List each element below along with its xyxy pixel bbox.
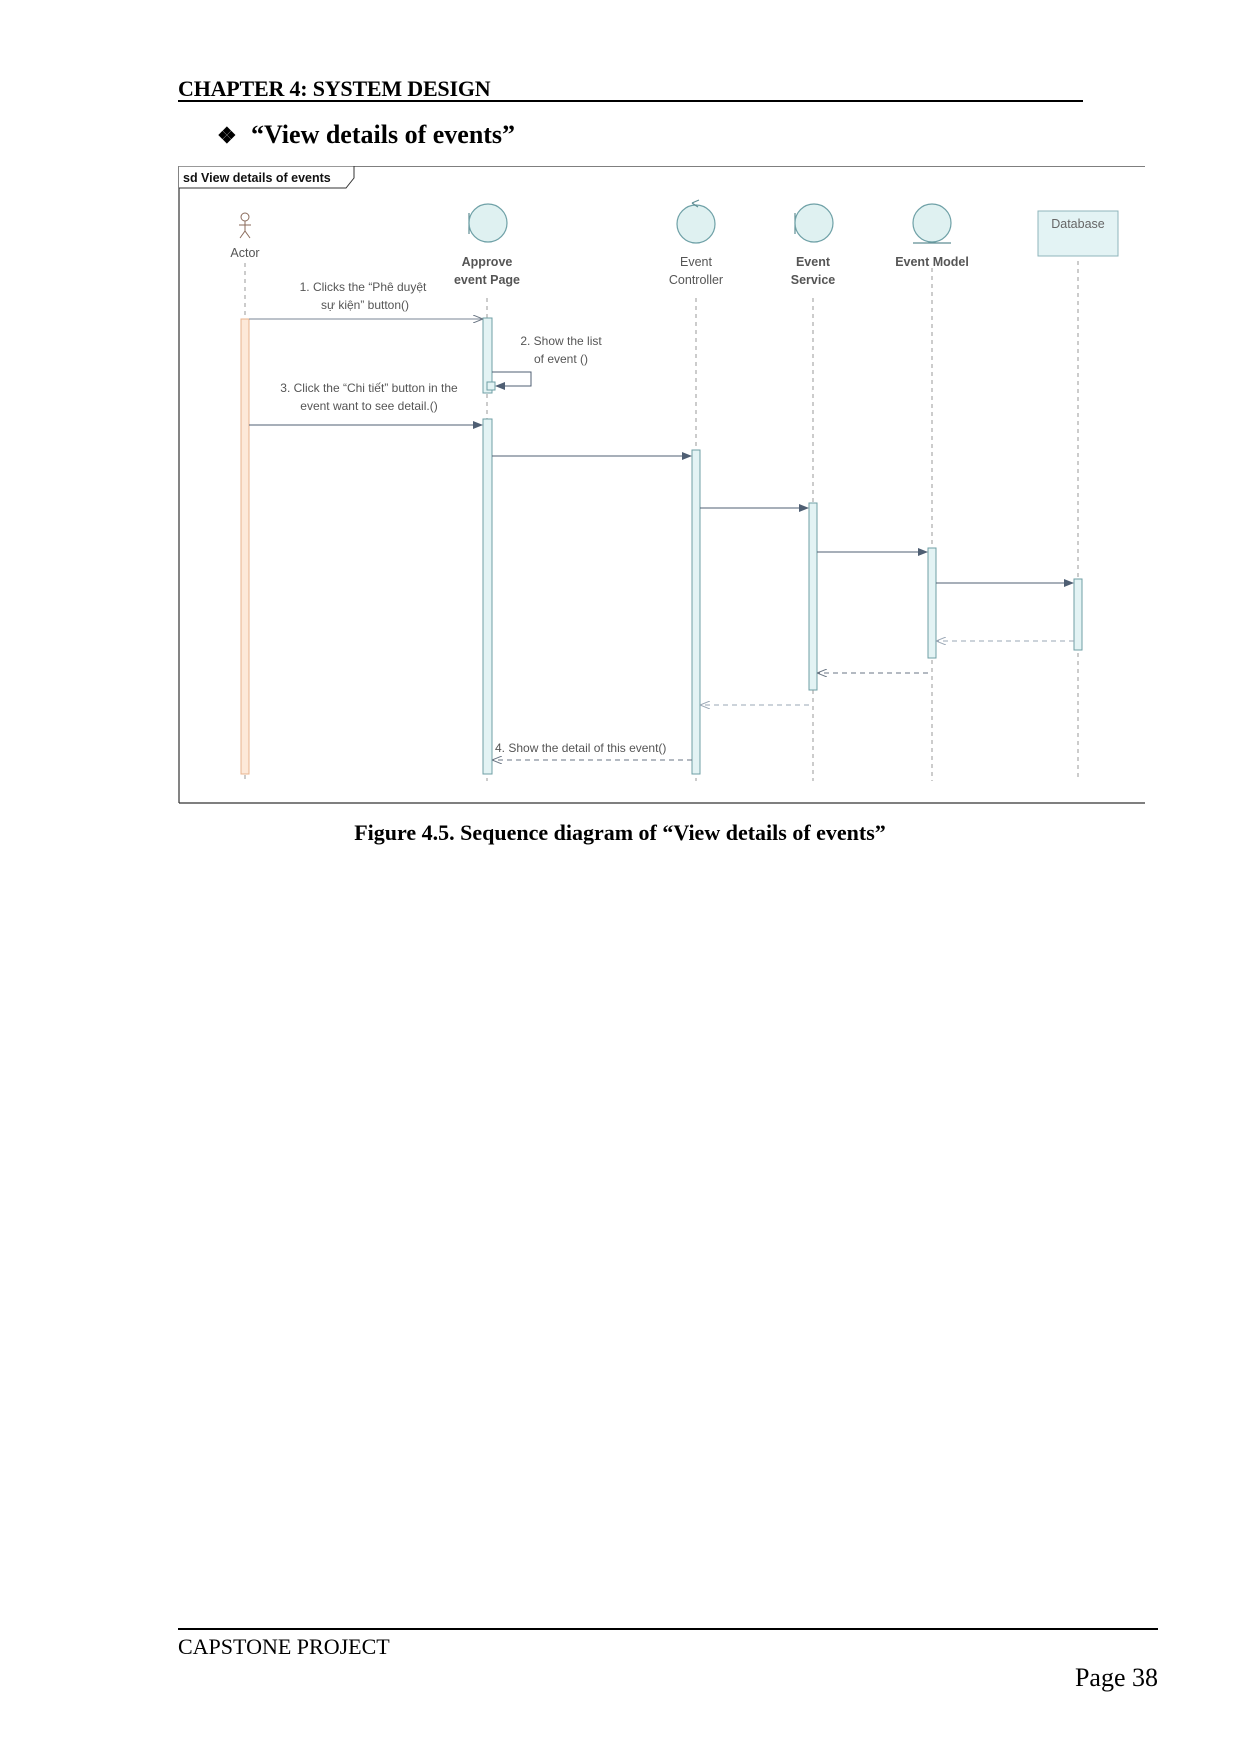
section-heading-text: “View details of events” xyxy=(251,120,516,149)
frame-label: sd View details of events xyxy=(183,171,331,185)
page-number: Page 38 xyxy=(1074,1663,1158,1692)
chapter-title: CHAPTER 4: SYSTEM DESIGN xyxy=(178,76,491,101)
boundary-icon xyxy=(795,204,833,242)
lifeline-controller-label-2: Controller xyxy=(668,273,724,287)
header-rule xyxy=(178,100,1083,102)
entity-icon xyxy=(913,204,951,243)
message-3-label-1: 3. Click the “Chi tiết” button in the xyxy=(280,381,458,395)
database-box xyxy=(1038,211,1118,256)
message-1-label-2: sự kiện” button() xyxy=(320,298,410,312)
actor-icon xyxy=(239,213,251,238)
approve-page-activation-2 xyxy=(483,419,492,774)
lifeline-model-label: Event Model xyxy=(895,255,969,269)
message-2-label-1: 2. Show the list xyxy=(520,334,602,348)
diagram-frame xyxy=(179,166,1145,803)
lifelines xyxy=(245,261,1078,781)
lifeline-service-label-2: Service xyxy=(790,273,836,287)
message-3-label-2: event want to see detail.() xyxy=(300,399,438,413)
lifeline-service-label-1: Event xyxy=(795,255,831,269)
lifeline-controller-label-1: Event xyxy=(680,255,712,269)
sequence-diagram xyxy=(178,166,1145,804)
footer-rule xyxy=(178,1628,1158,1630)
section-heading xyxy=(217,120,515,150)
model-activation xyxy=(928,548,936,658)
lifeline-database-label: Database xyxy=(1051,217,1105,231)
database-activation xyxy=(1074,579,1082,650)
message-2-arrow xyxy=(492,372,531,386)
figure-caption: Figure 4.5. Sequence diagram of “View details of events” xyxy=(354,820,886,845)
approve-page-self-activation xyxy=(487,382,495,390)
controller-activation xyxy=(692,450,700,774)
lifeline-actor-label: Actor xyxy=(230,246,260,260)
actor-activation-bar xyxy=(241,319,249,774)
lifeline-approve-page-label-2: event Page xyxy=(453,273,521,287)
message-4-label: 4. Show the detail of this event() xyxy=(495,741,667,755)
control-icon xyxy=(677,200,715,243)
message-2-label-2: of event () xyxy=(533,352,589,366)
service-activation xyxy=(809,503,817,690)
message-1-label-1: 1. Clicks the “Phê duyệt xyxy=(299,280,427,294)
diamond-bullet-icon: ❖ xyxy=(217,123,237,148)
footer-project-name: CAPSTONE PROJECT xyxy=(178,1634,390,1659)
boundary-icon xyxy=(469,204,507,242)
lifeline-approve-page-label-1: Approve xyxy=(461,255,513,269)
